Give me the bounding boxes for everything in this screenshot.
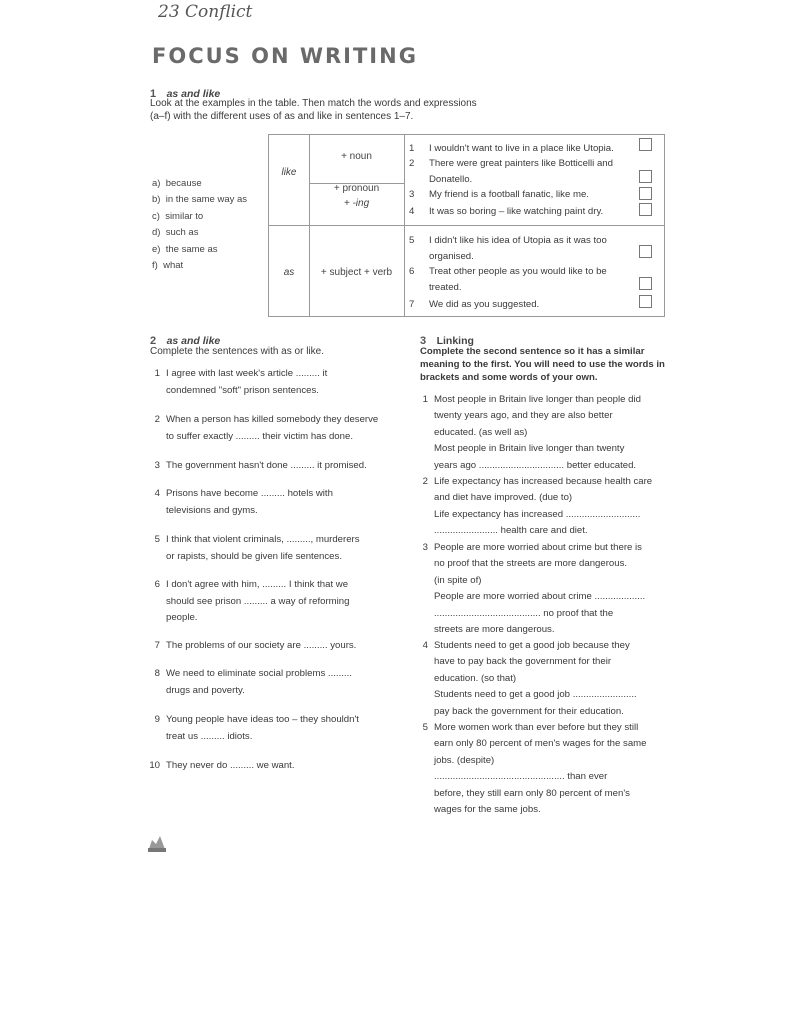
table-as-label: as bbox=[283, 267, 295, 278]
exercise-line: Prisons have become ......... hotels with bbox=[166, 488, 333, 499]
section-1-instruction-line-2: (a–f) with the different uses of as and like in sentences 1–7. bbox=[150, 111, 414, 122]
exercise-number: 8 bbox=[154, 668, 160, 679]
exercise-line: ........................................ no proof that the bbox=[434, 607, 614, 619]
sentence-line: It was so boring – like watching paint dry. bbox=[429, 206, 604, 217]
section-2-instruction: Complete the sentences with as or like. bbox=[150, 346, 324, 357]
exercise-number: 4 bbox=[422, 640, 428, 651]
page-corner-icon bbox=[146, 832, 168, 854]
exercise-number: 3 bbox=[422, 542, 428, 553]
exercise-number: 4 bbox=[154, 488, 160, 499]
sentence-line: treated. bbox=[429, 282, 462, 293]
answer-box[interactable] bbox=[639, 245, 652, 258]
exercise-line: Young people have ideas too – they shouldn't bbox=[166, 714, 359, 725]
section-1-number: 1 bbox=[150, 88, 157, 100]
table-ing: + -ing bbox=[343, 198, 370, 209]
exercise-line: Most people in Britain live longer than people did bbox=[434, 394, 641, 405]
sentence-number: 1 bbox=[409, 143, 415, 154]
exercise-line: Life expectancy has increased because health care bbox=[434, 476, 653, 487]
exercise-number: 6 bbox=[154, 579, 160, 590]
sentence-line: I wouldn't want to live in a place like Utopia. bbox=[429, 143, 614, 154]
answer-box[interactable] bbox=[639, 277, 652, 290]
section-2-number: 2 bbox=[150, 335, 157, 347]
exercise-line: before, they still earn only 80 percent of men's bbox=[434, 787, 630, 799]
section-3-number: 3 bbox=[420, 335, 427, 347]
exercise-line: The problems of our society are ......... yours. bbox=[166, 640, 357, 651]
exercise-line: pay back the government for their education. bbox=[434, 705, 624, 717]
sentence-line: Treat other people as you would like to be bbox=[429, 266, 607, 277]
option-item: f) what bbox=[152, 260, 184, 272]
exercise-line: condemned "soft" prison sentences. bbox=[166, 384, 319, 396]
exercise-line: ........................ health care and diet. bbox=[434, 525, 588, 537]
exercise-line: Life expectancy has increased ............................ bbox=[434, 508, 641, 520]
sentence-line: We did as you suggested. bbox=[429, 299, 540, 310]
answer-box[interactable] bbox=[639, 295, 652, 308]
sentence-line: Donatello. bbox=[429, 174, 473, 185]
exercise-line: People are more worried about crime ................... bbox=[434, 591, 646, 603]
option-item: e) the same as bbox=[152, 243, 218, 255]
exercise-number: 2 bbox=[422, 476, 428, 487]
exercise-line: I agree with last week's article ......... it bbox=[166, 368, 328, 379]
option-item: b) in the same way as bbox=[152, 194, 248, 206]
exercise-line: have to pay back the government for their bbox=[434, 656, 612, 668]
exercise-line: earn only 80 percent of men's wages for the same bbox=[434, 738, 647, 750]
exercise-line: I think that violent criminals, ........., murderers bbox=[166, 534, 360, 545]
section-3-instruction-line: meaning to the first. You will need to use the words in bbox=[420, 359, 665, 370]
answer-box[interactable] bbox=[639, 170, 652, 183]
option-item: d) such as bbox=[152, 227, 199, 239]
exercise-number: 9 bbox=[154, 714, 160, 725]
sentence-line: My friend is a football fanatic, like me. bbox=[429, 189, 589, 200]
section-3-instruction bbox=[420, 345, 665, 384]
section-3-instruction-line: brackets and some words of your own. bbox=[420, 372, 598, 383]
exercise-line: drugs and poverty. bbox=[166, 684, 245, 696]
page-heading: FOCUS ON WRITING bbox=[152, 44, 418, 68]
section-2-title: as and like bbox=[166, 335, 221, 347]
exercise-line: treat us ......... idiots. bbox=[166, 730, 253, 742]
chapter-title: 23 Conflict bbox=[158, 2, 253, 22]
exercise-line: People are more worried about crime but there is bbox=[434, 542, 642, 553]
exercise-line: Most people in Britain live longer than twenty bbox=[434, 443, 625, 455]
exercise-line: More women work than ever before but they still bbox=[434, 722, 639, 733]
exercise-number: 1 bbox=[154, 368, 160, 379]
exercise-line: We need to eliminate social problems ......... bbox=[166, 668, 352, 679]
exercise-line: Students need to get a good job because they bbox=[434, 640, 630, 651]
exercise-line: wages for the same jobs. bbox=[434, 804, 541, 815]
as-like-table bbox=[268, 134, 665, 317]
table-like-label: like bbox=[281, 167, 297, 178]
exercise-line: should see prison ......... a way of reforming bbox=[166, 595, 350, 607]
table-subject-verb: + subject + verb bbox=[320, 267, 393, 278]
option-list bbox=[152, 176, 247, 274]
sentence-number: 4 bbox=[409, 206, 415, 217]
sentence-line: I didn't like his idea of Utopia as it was too bbox=[429, 235, 607, 246]
section-1-instruction-line-1: Look at the examples in the table. Then match the words and expressions bbox=[150, 98, 477, 109]
sentence-number: 7 bbox=[409, 299, 415, 310]
section-1-title: as and like bbox=[166, 88, 221, 100]
answer-box[interactable] bbox=[639, 187, 652, 200]
exercise-line: educated. (as well as) bbox=[434, 426, 528, 438]
option-item: a) because bbox=[152, 178, 202, 189]
sentence-number: 5 bbox=[409, 235, 415, 246]
exercise-number: 10 bbox=[149, 760, 160, 771]
table-noun: + noun bbox=[341, 151, 372, 162]
exercise-line: twenty years ago, and they are also better bbox=[434, 410, 613, 422]
option-item: c) similar to bbox=[152, 210, 204, 222]
exercise-line: I don't agree with him, ......... I think that we bbox=[166, 579, 349, 590]
exercise-line: education. (so that) bbox=[434, 672, 517, 684]
table-pronoun: + pronoun bbox=[333, 183, 380, 194]
exercise-line: The government hasn't done ......... it promised. bbox=[166, 460, 367, 471]
sentence-line: There were great painters like Botticelli and bbox=[429, 158, 613, 169]
exercise-line: televisions and gyms. bbox=[166, 504, 258, 516]
exercise-number: 7 bbox=[154, 640, 160, 651]
exercise-line: streets are more dangerous. bbox=[434, 624, 555, 635]
sentence-number: 6 bbox=[409, 266, 415, 277]
answer-box[interactable] bbox=[639, 138, 652, 151]
exercise-number: 5 bbox=[422, 722, 428, 733]
exercise-line: years ago ................................ better educated. bbox=[434, 459, 637, 471]
exercise-number: 3 bbox=[154, 460, 160, 471]
exercise-line: jobs. (despite) bbox=[434, 754, 495, 766]
exercise-line: people. bbox=[166, 612, 198, 623]
exercise-line: or rapists, should be given life sentences. bbox=[166, 550, 342, 562]
exercise-line: They never do ......... we want. bbox=[166, 760, 295, 771]
section-3-title: Linking bbox=[436, 335, 474, 347]
sentence-line: organised. bbox=[429, 251, 474, 262]
exercise-line: Students need to get a good job ........................ bbox=[434, 689, 637, 701]
sentence-number: 3 bbox=[409, 189, 415, 200]
exercise-line: (in spite of) bbox=[434, 574, 482, 586]
section-3-instruction-line: Complete the second sentence so it has a similar bbox=[420, 346, 645, 357]
exercise-number: 2 bbox=[154, 414, 160, 425]
exercise-line: no proof that the streets are more dangerous. bbox=[434, 558, 628, 570]
answer-box[interactable] bbox=[639, 203, 652, 216]
exercise-line: When a person has killed somebody they deserve bbox=[166, 414, 379, 425]
exercise-line: and diet have improved. (due to) bbox=[434, 492, 573, 504]
exercise-number: 5 bbox=[154, 534, 160, 545]
exercise-line: ................................................. than ever bbox=[434, 771, 608, 783]
exercise-number: 1 bbox=[422, 394, 428, 405]
sentence-number: 2 bbox=[409, 158, 415, 169]
exercise-line: to suffer exactly ......... their victim has done. bbox=[166, 430, 353, 442]
